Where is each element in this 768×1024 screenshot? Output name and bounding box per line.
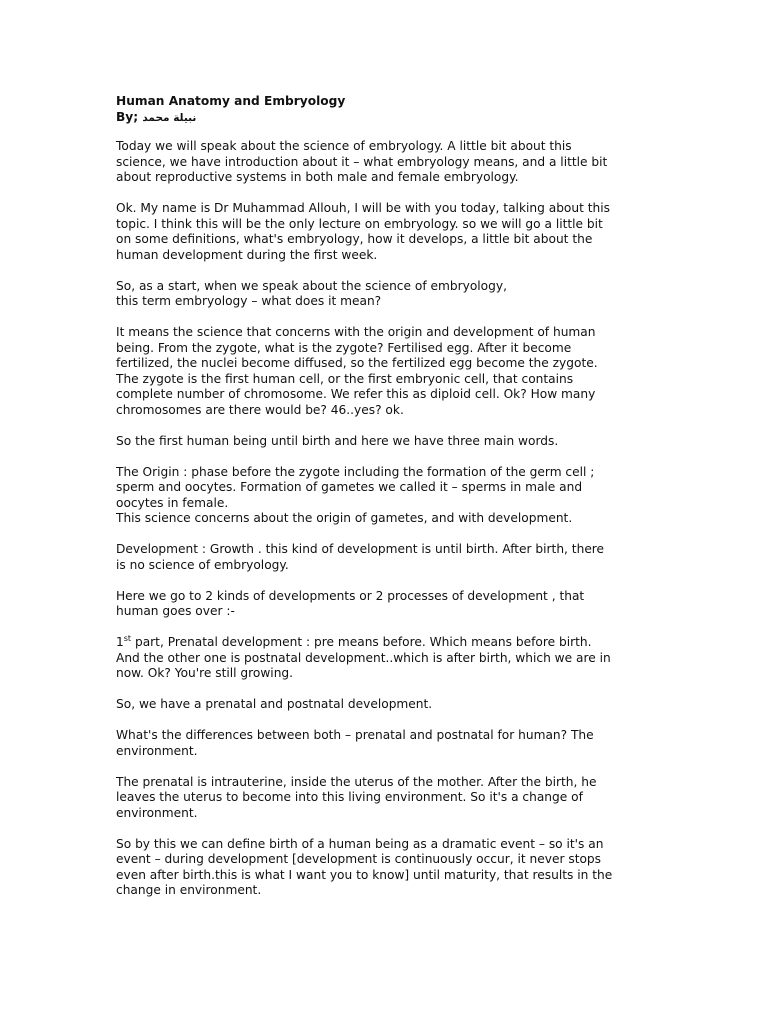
line-text: part, Prenatal development : pre means before. Which means before birth. [131,635,592,649]
text-line: It means the science that concerns with the origin and development of human [116,325,596,339]
document-page [116,93,661,914]
text-line: complete number of chromosome. We refer this as diploid cell. Ok? How many [116,387,596,401]
paragraph [116,775,661,822]
text-line: environment. [116,743,198,758]
text-line: chromosomes are there would be? 46..yes? ok. [116,402,404,417]
document-title: Human Anatomy and Embryology [116,94,346,108]
paragraph [116,697,661,713]
text-line: The prenatal is intrauterine, inside the uterus of the mother. After the birth, he [116,774,597,789]
paragraph [116,201,661,263]
text-line: What's the differences between both – prenatal and postnatal for human? The [116,728,594,742]
text-line: Development : Growth . this kind of development is until birth. After birth, there [116,542,605,556]
text-line: event – during development [development is continuously occur, it never stops [116,852,602,866]
text-line: This science concerns about the origin of gametes, and with development. [116,511,573,525]
text-line: being. From the zygote, what is the zygote? Fertilised egg. After it become [116,340,572,355]
text-line: Today we will speak about the science of embryology. A little bit about this [116,139,572,153]
paragraph [116,635,661,682]
text-line: on some definitions, what's embryology, how it develops, a little bit about the [116,232,593,246]
paragraph [116,139,661,186]
text-line [116,635,661,651]
text-line: sperm and oocytes. Formation of gametes we called it – sperms in male and [116,480,583,494]
ordinal-suffix: st [123,634,132,643]
paragraph [116,837,661,899]
byline [116,109,661,126]
text-line: The Origin : phase before the zygote including the formation of the germ cell ; [116,464,595,479]
text-line: Ok. My name is Dr Muhammad Allouh, I will be with you today, talking about this [116,201,610,215]
text-line: science, we have introduction about it – what embryology means, and a little bit [116,154,608,169]
paragraph [116,465,661,527]
document-body [116,139,661,899]
text-line: So, we have a prenatal and postnatal development. [116,697,433,711]
document-header [116,93,661,126]
text-line: now. Ok? You're still growing. [116,666,294,680]
byline-prefix: By; [116,110,139,124]
paragraph [116,728,661,759]
text-line: Here we go to 2 kinds of developments or 2 processes of development , that [116,588,585,603]
byline-author: نبيلة محمد [142,112,197,124]
paragraph [116,325,661,418]
text-line: even after birth.this is what I want you to know] until maturity, that results in the [116,867,613,882]
text-line: fertilized, the nuclei become diffused, so the fertilized egg become the zygote. [116,356,598,370]
text-line: leaves the uterus to become into this living environment. So it's a change of [116,790,583,804]
text-line: environment. [116,805,198,820]
text-line: human goes over :- [116,604,235,618]
text-line: So by this we can define birth of a human being as a dramatic event – so it's an [116,836,604,851]
ordinal-number: 1 [116,635,124,649]
paragraph [116,542,661,573]
paragraph [116,434,661,450]
text-line: is no science of embryology. [116,557,289,572]
text-line: human development during the first week. [116,247,378,262]
text-line: So, as a start, when we speak about the science of embryology, [116,278,507,293]
text-line: So the first human being until birth and here we have three main words. [116,433,559,448]
paragraph [116,279,661,310]
text-line: change in environment. [116,883,262,897]
paragraph [116,589,661,620]
text-line: oocytes in female. [116,495,229,510]
text-line: topic. I think this will be the only lecture on embryology. so we will go a little bit [116,216,603,231]
text-line: this term embryology – what does it mean? [116,294,382,308]
text-line: The zygote is the first human cell, or the first embryonic cell, that contains [116,371,574,386]
text-line: about reproductive systems in both male and female embryology. [116,170,519,184]
text-line: And the other one is postnatal development..which is after birth, which we are in [116,650,611,665]
